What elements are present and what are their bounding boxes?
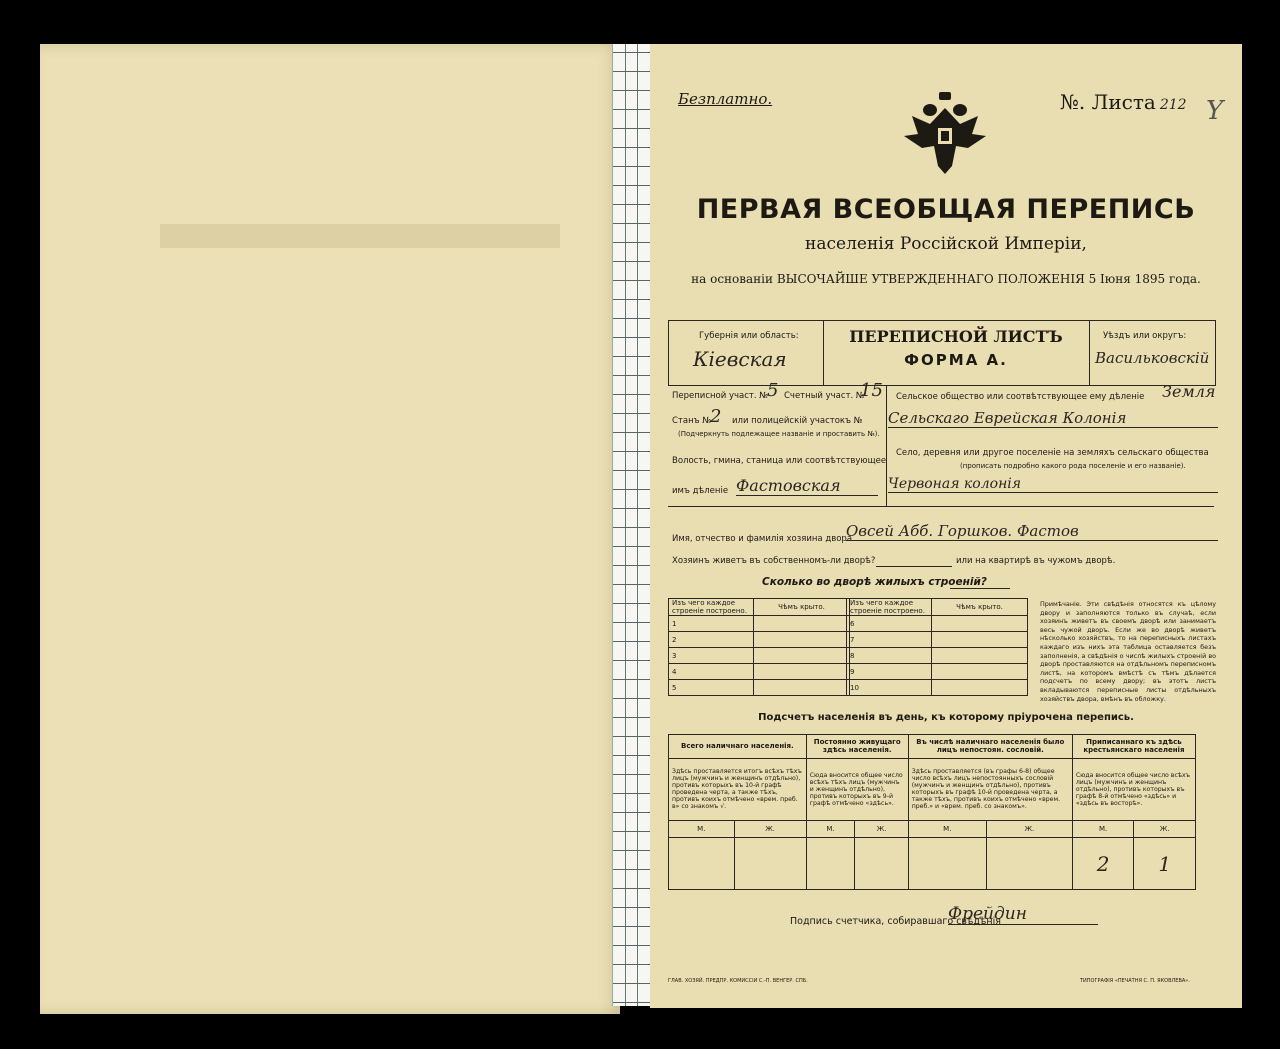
binding-line — [613, 546, 651, 547]
female-col: Ж. — [1134, 821, 1196, 838]
population-title: Подсчетъ населенія въ день, къ которому пріурочена перепись. — [758, 712, 1134, 723]
non-permanent-head: Въ числѣ наличнаго населенія было лицъ непостоян. сословій. — [908, 735, 1072, 759]
binding-line — [613, 147, 651, 148]
binding-line — [613, 603, 651, 604]
binding-line — [613, 660, 651, 661]
village-label: Село, деревня или другое поселеніе на земляхъ сельскаго общества — [896, 448, 1209, 458]
guberniya-value: Кіевская — [693, 347, 787, 371]
peasant-population-desc: Сюда вносится общее число всѣхъ лицъ (мужчинъ и женщинъ отдѣльно), противъ которыхъ въ графѣ 8-й отмѣчено «здѣсь» и «здѣсь въ восторѣ». — [1072, 758, 1195, 820]
volost-value: Фастовская — [736, 476, 878, 496]
binding-line — [613, 394, 651, 395]
form-sheet-title: ПЕРЕПИСНОЙ ЛИСТЪ — [849, 327, 1063, 346]
stan-label: Станъ № — [672, 416, 712, 426]
building-row-number: 3 — [669, 648, 754, 664]
form-header-box — [668, 320, 1216, 386]
building-roof-cell — [932, 664, 1028, 680]
building-roof-cell — [932, 632, 1028, 648]
building-row-number: 2 — [669, 632, 754, 648]
form-title: ПЕРВАЯ ВСЕОБЩАЯ ПЕРЕПИСЬ — [696, 194, 1196, 225]
binding-line — [613, 641, 651, 642]
value-cell — [806, 838, 855, 890]
binding-line — [613, 242, 651, 243]
free-label: Безплатно. — [678, 90, 773, 108]
volost-label-cont: имъ дѣленіе — [672, 486, 729, 496]
village-value: Червоная колонія — [888, 476, 1218, 493]
value-cell — [986, 838, 1072, 890]
volost-label: Волость, гмина, станица или соотвѣтствующее — [672, 456, 887, 466]
society-value-2: Сельскаго Еврейская Колонія — [888, 409, 1218, 428]
guberniya-label: Губернія или область: — [699, 331, 799, 341]
binding-line — [613, 451, 651, 452]
col-roof: Чѣмъ крыто. — [754, 599, 850, 616]
binding-line — [613, 90, 651, 91]
binding-line — [613, 812, 651, 813]
uezd-value: Васильковскій — [1095, 349, 1210, 367]
binding-line — [613, 71, 651, 72]
non-permanent-desc: Здѣсь проставляется (въ графы 6-8) общее число всѣхъ лицъ непостоянныхъ сословій (мужчинъ и женщинъ отдѣльно), противъ которыхъ въ графѣ 10-й проведена черта, а также тѣхъ, противъ коихъ отмѣчено «врем. преб.» и «врем. преб. со знакомъ». — [908, 758, 1072, 820]
building-roof-cell — [754, 632, 850, 648]
form-subtitle: населенія Россійской Имперіи, — [805, 234, 1087, 254]
binding-line — [613, 261, 651, 262]
binding-line — [625, 44, 626, 1006]
binding-line — [613, 223, 651, 224]
double-headed-eagle-icon — [902, 90, 988, 176]
owner-value: Овсей Абб. Горшков. Фастов — [846, 522, 1218, 541]
building-roof-cell — [932, 648, 1028, 664]
binding-line — [613, 907, 651, 908]
binding-line — [613, 793, 651, 794]
binding-line — [613, 489, 651, 490]
building-row-number: 8 — [847, 648, 932, 664]
binding-line — [613, 736, 651, 737]
binding-line — [613, 337, 651, 338]
sheet-number — [1060, 90, 1187, 114]
binding-line — [613, 128, 651, 129]
buildings-question: Сколько во дворѣ жилыхъ строеній? — [762, 576, 987, 588]
col-roof: Чѣмъ крыто. — [932, 599, 1028, 616]
buildings-answer-line — [950, 588, 1010, 589]
census-form-page — [650, 44, 1242, 1008]
binding-line — [613, 185, 651, 186]
stan-note: (Подчеркнуть подлежащее названіе и проставить №). — [678, 430, 880, 438]
building-roof-cell — [932, 616, 1028, 632]
peasant-female-value: 1 — [1134, 838, 1196, 890]
binding-line — [613, 888, 651, 889]
binding-line — [637, 44, 638, 1006]
binding-line — [613, 204, 651, 205]
peasant-population-head: Приписаннаго къ здѣсь крестьянскаго населенія — [1072, 735, 1195, 759]
stan-value: 2 — [710, 406, 722, 427]
female-col: Ж. — [734, 821, 806, 838]
permanent-population-desc: Сюда вносится общее число всѣхъ тѣхъ лицъ (мужчинъ и женщинъ отдѣльно), противъ которыхъ въ 9-й графѣ отмѣчено «здѣсь». — [806, 758, 908, 820]
divider — [668, 506, 1214, 507]
bleed-through-text — [160, 224, 560, 248]
residence-own-line — [876, 566, 952, 567]
male-col: М. — [1072, 821, 1134, 838]
census-section-value: 5 — [767, 380, 779, 401]
binding-line — [613, 432, 651, 433]
building-row-number: 7 — [847, 632, 932, 648]
village-note: (прописать подробно какого рода поселеніе и его названіе). — [960, 462, 1186, 470]
binding-line — [613, 774, 651, 775]
binding-line — [613, 850, 651, 851]
binding-line — [613, 1002, 651, 1003]
residence-own-label: Хозяинъ живетъ въ собственномъ-ли дворѣ? — [672, 556, 876, 566]
binding-line — [613, 679, 651, 680]
binding-line — [613, 983, 651, 984]
census-section-label: Переписной участ. № — [672, 391, 769, 401]
buildings-table-left — [668, 598, 850, 696]
permanent-population-head: Постоянно живущаго здѣсь населенія. — [806, 735, 908, 759]
building-roof-cell — [754, 616, 850, 632]
male-col: М. — [908, 821, 986, 838]
male-col: М. — [806, 821, 855, 838]
binding-line — [613, 698, 651, 699]
binding-line — [613, 356, 651, 357]
binding-line — [613, 470, 651, 471]
counting-section-label: Счетный участ. № — [784, 391, 865, 401]
margin-mark: Y — [1206, 96, 1224, 126]
total-population-head: Всего наличнаго населенія. — [669, 735, 807, 759]
building-roof-cell — [754, 664, 850, 680]
form-legal-basis: на основаніи ВЫСОЧАЙШЕ УТВЕРЖДЕННАГО ПОЛОЖЕНІЯ 5 Іюня 1895 года. — [691, 272, 1201, 286]
buildings-table-right — [846, 598, 1028, 696]
counting-section-value: 15 — [860, 380, 883, 401]
building-row-number: 1 — [669, 616, 754, 632]
total-population-desc: Здѣсь проставляется итогъ всѣхъ тѣхъ лицъ (мужчинъ и женщинъ отдѣльно), противъ которыхъ въ 10-й графѣ проведена черта, а также тѣхъ, противъ коихъ отмѣчено «врем. преб. в» со знакомъ √. — [669, 758, 807, 820]
society-value-1: Земля — [1162, 382, 1216, 401]
binding-line — [613, 945, 651, 946]
binding-line — [613, 622, 651, 623]
col-material: Изъ чего каждое строеніе построено. — [847, 599, 932, 616]
binding-line — [613, 831, 651, 832]
female-col: Ж. — [855, 821, 908, 838]
building-roof-cell — [754, 648, 850, 664]
left-page-blank — [40, 44, 620, 1014]
binding-line — [613, 527, 651, 528]
building-row-number: 6 — [847, 616, 932, 632]
binding-line — [613, 565, 651, 566]
value-cell — [908, 838, 986, 890]
form-type: ФОРМА А. — [904, 351, 1008, 369]
owner-label: Имя, отчество и фамилія хозяина двора — [672, 534, 853, 544]
building-row-number: 9 — [847, 664, 932, 680]
signature-value: Фрейдин — [948, 904, 1098, 925]
binding-line — [613, 413, 651, 414]
sheet-number-label: №. Листа — [1060, 90, 1156, 114]
building-row-number: 10 — [847, 680, 932, 696]
signature-label: Подпись счетчика, собиравшаго свѣдѣнія — [790, 916, 1001, 927]
binding-line — [613, 280, 651, 281]
binding-line — [613, 755, 651, 756]
binding-line — [613, 375, 651, 376]
col-material: Изъ чего каждое строеніе построено. — [669, 599, 754, 616]
building-roof-cell — [932, 680, 1028, 696]
population-table — [668, 734, 1196, 890]
binding-strip — [612, 44, 651, 1006]
uezd-label: Уѣздъ или округъ: — [1103, 331, 1187, 341]
binding-line — [613, 717, 651, 718]
binding-line — [613, 299, 651, 300]
value-cell — [669, 838, 735, 890]
building-row-number: 5 — [669, 680, 754, 696]
binding-line — [613, 52, 651, 53]
building-roof-cell — [754, 680, 850, 696]
binding-line — [613, 318, 651, 319]
binding-line — [613, 926, 651, 927]
peasant-male-value: 2 — [1072, 838, 1134, 890]
buildings-note: Примѣчаніе. Эти свѣдѣнія относятся къ цѣлому двору и заполняются только въ случаѣ, если хозяинъ живетъ въ своемъ дворѣ или занимаетъ весь чужой дворъ. Если же во дворѣ живетъ нѣсколько хозяйствъ, то на переписныхъ листахъ каждаго изъ нихъ эта таблица оставляется безъ заполненія, а свѣдѣнія о числѣ жилыхъ строеній во дворѣ проставляются на отдѣльномъ переписномъ листѣ, на которомъ вмѣстѣ съ тѣмъ дѣлается подсчетъ по всему двору; въ этотъ листъ вкладываются переписные листы отдѣльныхъ хозяйствъ двора, вмѣнъ въ обложку. — [1040, 600, 1216, 703]
binding-line — [613, 869, 651, 870]
building-row-number: 4 — [669, 664, 754, 680]
binding-line — [613, 166, 651, 167]
footer-right: ТИПОГРАФІЯ «ПЕЧАТНЯ С. П. ЯКОВЛЕВА». — [1080, 978, 1190, 984]
sheet-number-value: 212 — [1159, 97, 1187, 113]
binding-line — [613, 508, 651, 509]
value-cell — [855, 838, 908, 890]
binding-line — [613, 109, 651, 110]
residence-rent-label: или на квартирѣ въ чужомъ дворѣ. — [956, 556, 1116, 566]
female-col: Ж. — [986, 821, 1072, 838]
value-cell — [734, 838, 806, 890]
binding-line — [613, 964, 651, 965]
binding-line — [613, 584, 651, 585]
footer-left: ГЛАВ. ХОЗЯЙ. ПРЕДПР. КОМИССІИ С.-П. ВЕНГЕР. СПБ. — [668, 978, 808, 984]
society-label: Сельское общество или соотвѣтствующее ему дѣленіе — [896, 392, 1145, 402]
stan-alternative: или полицейскій участокъ № — [732, 416, 863, 426]
male-col: М. — [669, 821, 735, 838]
